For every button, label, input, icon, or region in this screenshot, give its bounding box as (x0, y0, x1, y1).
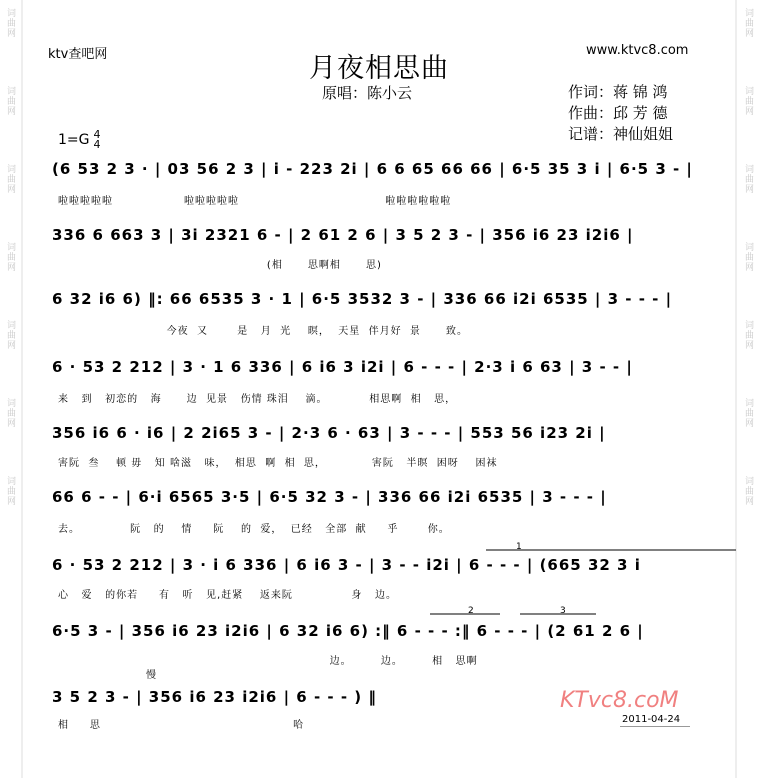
transcriber-credit: 记谱：神仙姐姐 (568, 125, 674, 143)
watermark-text: 词曲网 (743, 320, 753, 350)
volta-2-label: 2 (468, 606, 474, 616)
composer-credit: 作曲：邱 芳 德 (568, 104, 668, 122)
lyric-row-1: 啦啦啦啦啦 啦啦啦啦啦 啦啦啦啦啦啦 (58, 196, 452, 207)
time-bottom: 4 (93, 138, 101, 151)
staff-row-8: 6·5 3 - | 356 i6 23 i2i6 | 6 32 i6 6) :‖ 6 - - - :‖ 6 - - - | (2 61 2 6 | (52, 622, 644, 640)
staff-row-5: 356 i6 6 · i6 | 2 2i65 3 - | 2·3 6 · 63 | 3 - - - | 553 56 i23 2i | (52, 424, 606, 442)
staff-row-7: 6 · 53 2 212 | 3 · i 6 336 | 6 i6 3 - | 3 - - i2i | 6 - - - | (665 32 3 i (52, 556, 641, 574)
volta-3-label: 3 (560, 606, 566, 616)
watermark-text: 词曲网 (5, 398, 15, 428)
lyric-row-8: 边。 边。 相 思啊 (58, 656, 478, 667)
site-url: www.ktvc8.com (586, 43, 689, 58)
date-underline (620, 726, 690, 727)
lyric-row-9: 相 思 哈 (58, 720, 305, 731)
staff-row-9: 3 5 2 3 - | 356 i6 23 i2i6 | 6 - - - ) ‖ (52, 688, 377, 706)
watermark-text: 词曲网 (5, 476, 15, 506)
lyric-row-4: 来 到 初恋的 海 边 见景 伤情 珠泪 滴。 相思啊 相 思， (58, 394, 457, 405)
lyric-row-2: (相 思啊相 思) (58, 260, 382, 271)
watermark-text: 词曲网 (5, 86, 15, 116)
volta-1-label: 1 (516, 542, 522, 552)
date-stamp: 2011-04-24 (622, 714, 681, 725)
key-label: 1=G (58, 132, 90, 148)
watermark-text: 词曲网 (5, 242, 15, 272)
watermark-text: 词曲网 (743, 476, 753, 506)
song-title: 月夜相思曲 (309, 53, 449, 84)
staff-row-2: 336 6 663 3 | 3i 2321 6 - | 2 61 2 6 | 3 5 2 3 - | 356 i6 23 i2i6 | (52, 226, 634, 244)
watermark-text: 词曲网 (743, 398, 753, 428)
original-singer: 原唱：陈小云 (322, 84, 413, 102)
watermark-text: 词曲网 (5, 164, 15, 194)
staff-row-6: 66 6 - - | 6·i 6565 3·5 | 6·5 32 3 - | 336 66 i2i 6535 | 3 - - - | (52, 488, 607, 506)
tempo-mark: 慢 (146, 670, 157, 681)
time-signature (94, 130, 101, 150)
key-signature (58, 130, 101, 150)
lyricist-credit: 作词：蒋 锦 鸿 (568, 83, 668, 101)
watermark-text: 词曲网 (743, 8, 753, 38)
lyric-row-7: 心 爱 的你若 有 听 见,赶紧 返来阮 身 边。 (58, 590, 397, 601)
staff-row-3: 6 32 i6 6) ‖: 66 6535 3 · 1 | 6·5 3532 3 - | 336 66 i2i 6535 | 3 - - - | (52, 290, 673, 308)
credits (568, 82, 673, 145)
site-logo: KTvc8.coM (560, 688, 679, 713)
staff-row-1: (6 53 2 3 · | 03 56 2 3 | i - 223 2i | 6 6 65 66 66 | 6·5 35 3 i | 6·5 3 - | (52, 160, 693, 178)
watermark-text: 词曲网 (743, 242, 753, 272)
watermark-text: 词曲网 (743, 86, 753, 116)
lyric-row-6: 去。 阮 的 情 阮 的 爱， 已经 全部 献 乎 你。 (58, 524, 450, 535)
watermark-text: 词曲网 (5, 320, 15, 350)
site-name: ktv查吧网 (48, 47, 108, 62)
watermark-text: 词曲网 (743, 164, 753, 194)
lyric-row-3: 今夜 又 是 月 光 暝， 天星 伴月好 景 致。 (58, 326, 469, 337)
time-top: 4 (93, 128, 101, 141)
lyric-row-5: 害阮 叁 顿 毋 知 啥滋 味， 相思 啊 相 思， 害阮 半暝 困呀 困袜 (58, 458, 498, 469)
staff-row-4: 6 · 53 2 212 | 3 · 1 6 336 | 6 i6 3 i2i | 6 - - - | 2·3 i 6 63 | 3 - - | (52, 358, 633, 376)
watermark-text: 词曲网 (5, 8, 15, 38)
